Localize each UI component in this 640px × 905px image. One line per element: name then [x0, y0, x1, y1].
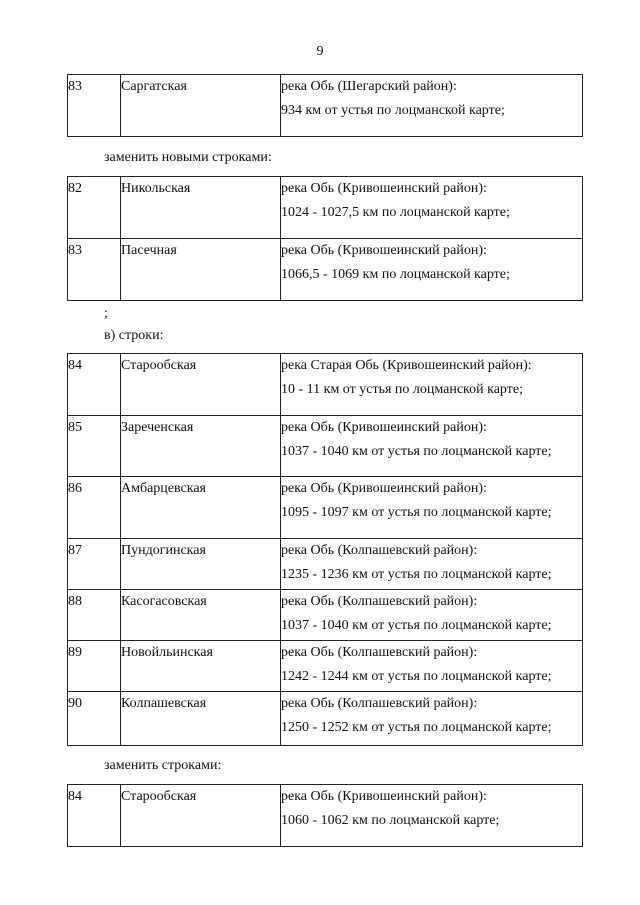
row-name: Старообская: [121, 354, 281, 416]
row-river: река Обь (Кривошеинский район):: [281, 181, 487, 196]
row-name: Никольская: [121, 177, 281, 239]
row-description: [281, 416, 583, 477]
row-name: Старообская: [121, 785, 281, 847]
row-description: [281, 590, 583, 641]
row-name: Саргатская: [121, 75, 281, 137]
row-river: река Обь (Колпашевский район):: [281, 543, 478, 558]
row-number: 84: [68, 785, 121, 847]
row-description: [281, 641, 583, 692]
table-original-rows-84-90: [67, 353, 583, 746]
row-river: река Обь (Колпашевский район):: [281, 594, 478, 609]
row-description: [281, 785, 583, 847]
table-row: [68, 75, 583, 137]
table-row: [68, 539, 583, 590]
page-number: 9: [316, 44, 324, 59]
row-number: 85: [68, 416, 121, 477]
paragraph-section-v: в) строки:: [104, 328, 164, 343]
table-row: [68, 416, 583, 477]
row-river: река Обь (Колпашевский район):: [281, 696, 478, 711]
row-distance: 10 - 11 км от устья по лоцманской карте;: [281, 382, 523, 397]
row-river: река Обь (Колпашевский район):: [281, 645, 478, 660]
row-distance: 1250 - 1252 км от устья по лоцманской карте;: [281, 720, 552, 735]
semicolon: ;: [104, 306, 108, 321]
table-row: [68, 590, 583, 641]
table-row: [68, 177, 583, 239]
row-description: [281, 239, 583, 301]
row-name: Колпашевская: [121, 692, 281, 746]
row-description: [281, 354, 583, 416]
row-distance: 1242 - 1244 км от устья по лоцманской карте;: [281, 669, 552, 684]
table-replacement-rows-82-83: [67, 176, 583, 301]
row-description: [281, 539, 583, 590]
table-row: [68, 785, 583, 847]
row-name: Касогасовская: [121, 590, 281, 641]
row-distance: 1060 - 1062 км по лоцманской карте;: [281, 813, 500, 828]
paragraph-replace: заменить строками:: [104, 758, 222, 773]
row-name: Зареченская: [121, 416, 281, 477]
row-description: [281, 692, 583, 746]
row-name: Новойльинская: [121, 641, 281, 692]
row-distance: 1037 - 1040 км от устья по лоцманской карте;: [281, 618, 552, 633]
row-river: река Старая Обь (Кривошеинский район):: [281, 358, 532, 373]
table-original-row-83: [67, 74, 583, 137]
row-river: река Обь (Кривошеинский район):: [281, 789, 487, 804]
row-number: 89: [68, 641, 121, 692]
row-distance: 1024 - 1027,5 км по лоцманской карте;: [281, 205, 510, 220]
row-name: Амбарцевская: [121, 477, 281, 539]
row-distance: 1095 - 1097 км от устья по лоцманской карте;: [281, 505, 552, 520]
row-distance: 934 км от устья по лоцманской карте;: [281, 103, 505, 118]
row-number: 88: [68, 590, 121, 641]
row-number: 82: [68, 177, 121, 239]
table-row: [68, 692, 583, 746]
table-row: [68, 354, 583, 416]
row-river: река Обь (Шегарский район):: [281, 79, 457, 94]
row-distance: 1235 - 1236 км от устья по лоцманской карте;: [281, 567, 552, 582]
paragraph-replace-new: заменить новыми строками:: [104, 150, 272, 165]
table-row: [68, 641, 583, 692]
row-number: 83: [68, 239, 121, 301]
row-number: 90: [68, 692, 121, 746]
row-distance: 1037 - 1040 км от устья по лоцманской карте;: [281, 444, 552, 459]
row-number: 83: [68, 75, 121, 137]
row-distance: 1066,5 - 1069 км по лоцманской карте;: [281, 267, 510, 282]
row-river: река Обь (Кривошеинский район):: [281, 481, 487, 496]
row-name: Пундогинская: [121, 539, 281, 590]
row-number: 86: [68, 477, 121, 539]
row-river: река Обь (Кривошеинский район):: [281, 420, 487, 435]
row-number: 87: [68, 539, 121, 590]
row-description: [281, 75, 583, 137]
row-river: река Обь (Кривошеинский район):: [281, 243, 487, 258]
table-row: [68, 477, 583, 539]
row-number: 84: [68, 354, 121, 416]
row-description: [281, 477, 583, 539]
table-replacement-row-84: [67, 784, 583, 847]
row-name: Пасечная: [121, 239, 281, 301]
table-row: [68, 239, 583, 301]
row-description: [281, 177, 583, 239]
